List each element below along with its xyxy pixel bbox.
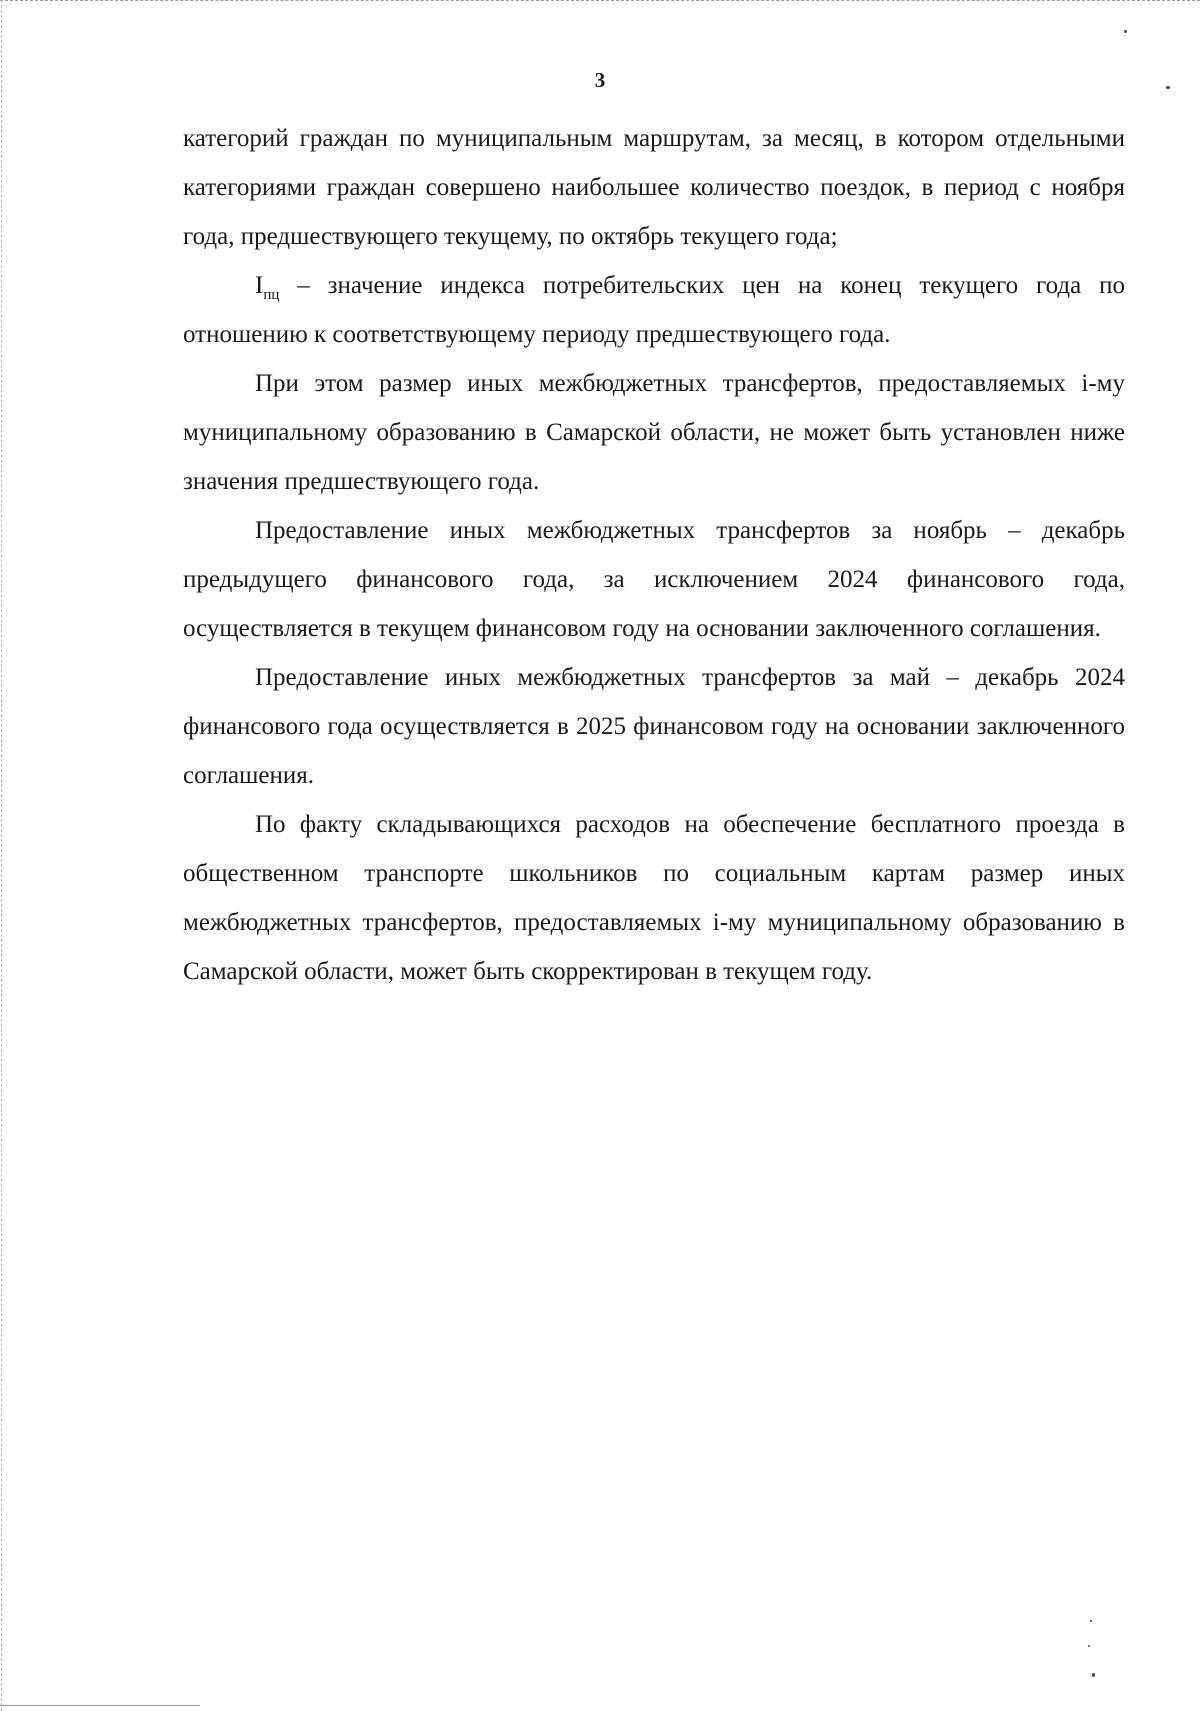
paragraph-minimum-amount: При этом размер иных межбюджетных трансфертов, предоставляемых i-му муниципальному образованию в Самарской области, не может быть установлен ниже значения предшествующего года. (183, 370, 1125, 495)
scan-speck (1090, 1620, 1092, 1622)
paragraph-nov-dec-transfers: Предоставление иных межбюджетных трансфертов за ноябрь – декабрь предыдущего финансового года, за исключением 2024 финансового года, осуществляется в текущем финансовом году на основании заключенного соглашения. (183, 517, 1125, 642)
paragraph-cpi-definition (183, 261, 1125, 359)
cpi-symbol-subscript: пц (263, 287, 280, 303)
cpi-definition-text: – значение индекса потребительских цен на конец текущего года по отношению к соответствующему периоду предшествующего года. (183, 272, 1125, 348)
scan-speck (1166, 86, 1170, 89)
page-number: 3 (594, 68, 606, 92)
scan-speck (1124, 30, 1127, 33)
scan-speck (1092, 1673, 1095, 1677)
scan-speck (1088, 1645, 1090, 1647)
cpi-symbol (255, 272, 280, 303)
scan-edge-top (0, 0, 1200, 1)
paragraph-may-dec-2024-transfers: Предоставление иных межбюджетных трансфертов за май – декабрь 2024 финансового года осуществляется в 2025 финансовом году на основании заключенного соглашения. (183, 664, 1125, 789)
cpi-symbol-letter: I (255, 272, 264, 299)
paragraph-adjustment: По факту складывающихся расходов на обеспечение бесплатного проезда в общественном транспорте школьников по социальным картам размер иных межбюджетных трансфертов, предоставляемых i-му муниципальному образованию в Самарской области, может быть скорректирован в текущем году. (183, 811, 1125, 985)
scan-edge-left (1, 0, 2, 1711)
document-body (183, 114, 1125, 996)
paragraph-continuation: категорий граждан по муниципальным маршрутам, за месяц, в котором отдельными категориями граждан совершено наибольшее количество поездок, в период с ноября года, предшествующего текущему, по октябрь текущего года; (183, 125, 1125, 250)
scan-edge-bottom (0, 1705, 200, 1706)
